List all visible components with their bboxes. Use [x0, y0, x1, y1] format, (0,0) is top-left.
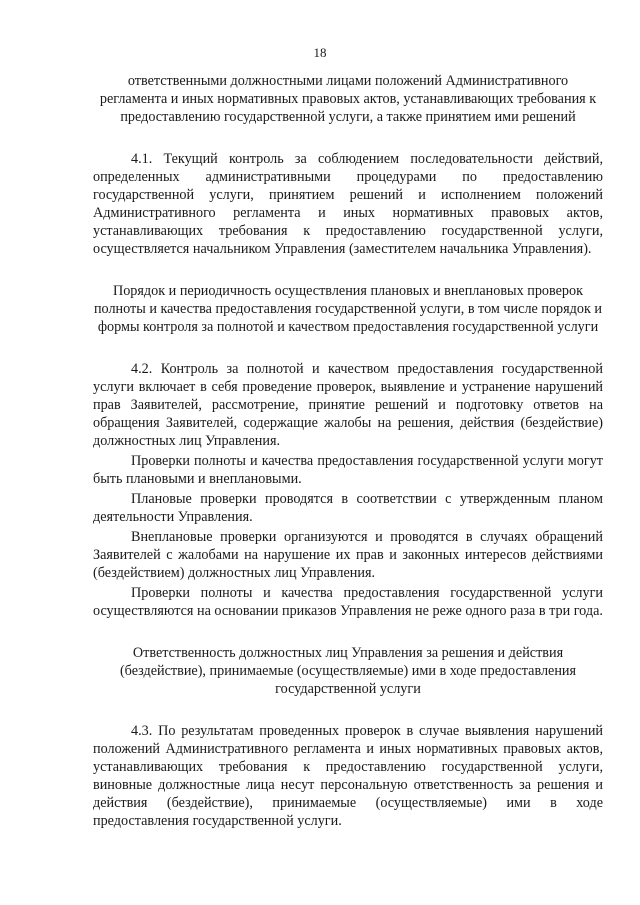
section-heading-inspections: Порядок и периодичность осуществления плановых и внеплановых проверок полноты и качества предоставления государственной услуги, в том числе порядок и формы контроля за полнотой и качеством предоставления государственной услуги	[93, 283, 603, 335]
paragraph-4-3: 4.3. По результатам проведенных проверок в случае выявления нарушений положений Административного регламента и иных нормативных правовых актов, устанавливающих требования к предоставлению государственной услуги, виновные должностные лица несут персональную ответственность за решения и действия (бездействие), принимаемые (осуществляемые) ими в ходе предоставления государственной услуги.	[93, 723, 603, 829]
paragraph-4-1: 4.1. Текущий контроль за соблюдением последовательности действий, определенных административными процедурами по предоставлению государственной услуги, принятием решений и исполнением положений Административного регламента и иных нормативных правовых актов, устанавливающих требования к предоставлению государственной услуги, осуществляется начальником Управления (заместителем начальника Управления).	[93, 151, 603, 257]
section-heading-responsibility-officials: ответственными должностными лицами положений Административного регламента и иных нормативных правовых актов, устанавливающих требования к предоставлению государственной услуги, а также принятием ими решений	[99, 73, 597, 125]
paragraph-check-types: Проверки полноты и качества предоставления государственной услуги могут быть плановыми и внеплановыми.	[93, 453, 603, 487]
paragraph-checks-basis: Проверки полноты и качества предоставления государственной услуги осуществляются на основании приказов Управления не реже одного раза в три года.	[93, 585, 603, 619]
section-heading-liability: Ответственность должностных лиц Управления за решения и действия (бездействие), принимаемые (осуществляемые) ими в ходе предоставления государственной услуги	[119, 645, 577, 697]
paragraph-4-2: 4.2. Контроль за полнотой и качеством предоставления государственной услуги включает в себя проведение проверок, выявление и устранение нарушений прав Заявителей, рассмотрение, принятие решений и подготовку ответов на обращения Заявителей, содержащие жалобы на решения, действия (бездействие) должностных лиц Управления.	[93, 361, 603, 449]
paragraph-planned-checks: Плановые проверки проводятся в соответствии с утвержденным планом деятельности Управления.	[93, 491, 603, 525]
paragraph-unplanned-checks: Внеплановые проверки организуются и проводятся в случаях обращений Заявителей с жалобами на нарушение их прав и законных интересов действиями (бездействием) должностных лиц Управления.	[93, 529, 603, 581]
document-body	[93, 72, 603, 830]
page-number: 18	[313, 45, 327, 60]
